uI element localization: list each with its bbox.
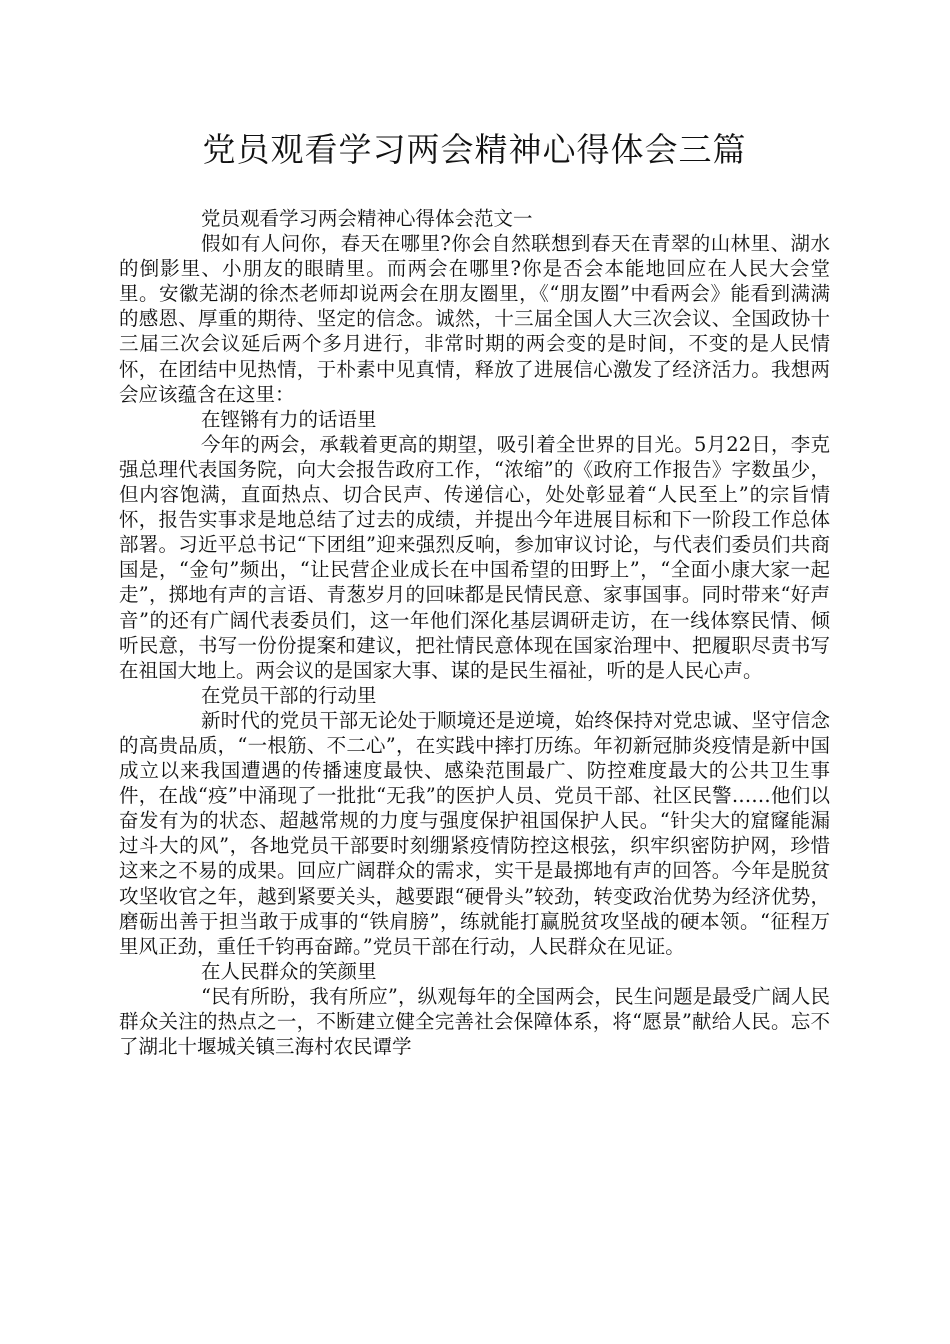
document-title: 党员观看学习两会精神心得体会三篇 [202,130,747,169]
body-paragraph: 新时代的党员干部无论处于顺境还是逆境，始终保持对党忠诚、坚守信念的高贵品质，“一根筋、不二心”，在实践中摔打历练。年初新冠肺炎疫情是新中国成立以来我国遭遇的传播速度最快、感染范围最广、防控难度最大的公共卫生事件，在战“疫”中涌现了一批批“无我”的医护人员、党员干部、社区民警……他们以奋发有为的状态、超越常规的力度与强度保护祖国保护人民。“针尖大的窟窿能漏过斗大的风”，各地党员干部要时刻绷紧疫情防控这根弦，织牢织密防护网，珍惜这来之不易的成果。回应广阔群众的需求，实干是最掷地有声的回答。今年是脱贫攻坚收官之年，越到紧要关头，越要跟“硬骨头”较劲，转变政治优势为经济优势，磨砺出善于担当敢于成事的“铁肩膀”，练就能打赢脱贫攻坚战的硬本领。“征程万里风正劲，重任千钧再奋蹄。”党员干部在行动，人民群众在见证。 [119,708,830,958]
document-page [119,128,830,1059]
section-heading-people-smiles: 在人民群众的笑颜里 [201,959,377,983]
body-paragraph: “民有所盼，我有所应”，纵观每年的全国两会，民生问题是最受广阔人民群众关注的热点之一，不断建立健全完善社会保障体系，将“愿景”献给人民。忘不了湖北十堰城关镇三海村农民谭学 [119,984,830,1059]
body-paragraph: 今年的两会，承载着更高的期望，吸引着全世界的目光。5月22日，李克强总理代表国务院，向大会报告政府工作，“浓缩”的《政府工作报告》字数虽少，但内容饱满，直面热点、切合民声、传递信心，处处彰显着“人民至上”的宗旨情怀，报告实事求是地总结了过去的成绩，并提出今年进展目标和下一阶段工作总体部署。习近平总书记“下团组”迎来强烈反响，参加审议讨论，与代表们委员们共商国是，“金句”频出，“让民营企业成长在中国希望的田野上”，“全面小康大家一起走”，掷地有声的言语、青葱岁月的回味都是民情民意、家事国事。同时带来“好声音”的还有广阔代表委员们，这一年他们深化基层调研走访，在一线体察民情、倾听民意，书写一份份提案和建议，把社情民意体现在国家治理中、把履职尽责书写在祖国大地上。两会议的是国家大事、谋的是民生福祉，听的是人民心声。 [119,432,830,682]
section-heading-essay-one: 党员观看学习两会精神心得体会范文一 [201,207,533,230]
section-heading-speech: 在铿锵有力的话语里 [201,407,377,431]
body-paragraph: 假如有人问你，春天在哪里?你会自然联想到春天在青翠的山林里、湖水的倒影里、小朋友的眼睛里。而两会在哪里?你是否会本能地回应在人民大会堂里。安徽芜湖的徐杰老师却说两会在朋友圈里，《“朋友圈”中看两会》能看到满满的感恩、厚重的期待、坚定的信念。诚然，十三届全国人大三次会议、全国政协十三届三次会议延后两个多月进行，非常时期的两会变的是时间，不变的是人民情怀，在团结中见热情，于朴素中见真情，释放了进展信心激发了经济活力。我想两会应该蕴含在这里： [119,232,830,406]
section-heading-cadre-action: 在党员干部的行动里 [201,683,377,707]
